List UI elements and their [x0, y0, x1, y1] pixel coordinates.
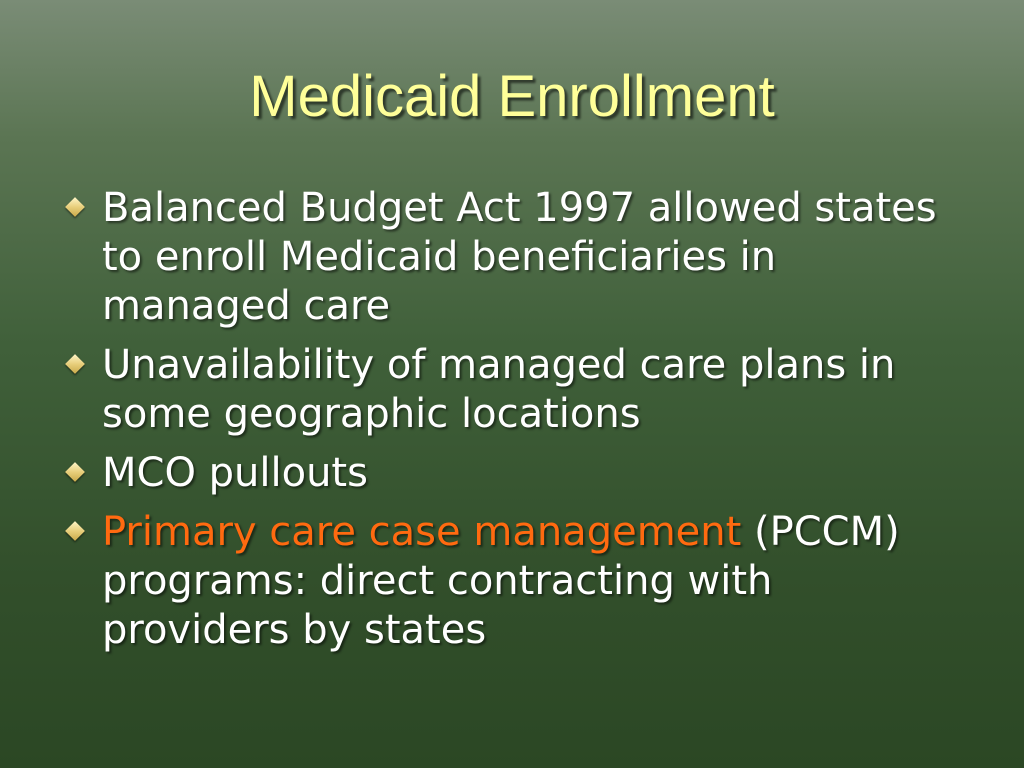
- bullet-item: [62, 449, 972, 498]
- diamond-bullet-icon: [65, 521, 85, 541]
- bullet-highlight-text: Primary care case management: [102, 509, 742, 555]
- slide-title: Medicaid Enrollment: [249, 64, 775, 129]
- diamond-bullet-icon: [65, 197, 85, 217]
- bullet-item: [62, 341, 972, 439]
- diamond-bullet-icon: [65, 462, 85, 482]
- bullet-text: Unavailability of managed care plans in some geographic locations: [102, 342, 896, 437]
- bullet-item: [62, 184, 972, 331]
- bullet-text: (PCCM) programs: direct contracting with providers by states: [102, 509, 900, 653]
- bullet-text: MCO pullouts: [102, 450, 368, 496]
- bullet-item: [62, 508, 972, 655]
- diamond-bullet-icon: [65, 354, 85, 374]
- bullet-list: [62, 184, 972, 665]
- bullet-text: Balanced Budget Act 1997 allowed states to enroll Medicaid beneficiaries in managed care: [102, 185, 937, 329]
